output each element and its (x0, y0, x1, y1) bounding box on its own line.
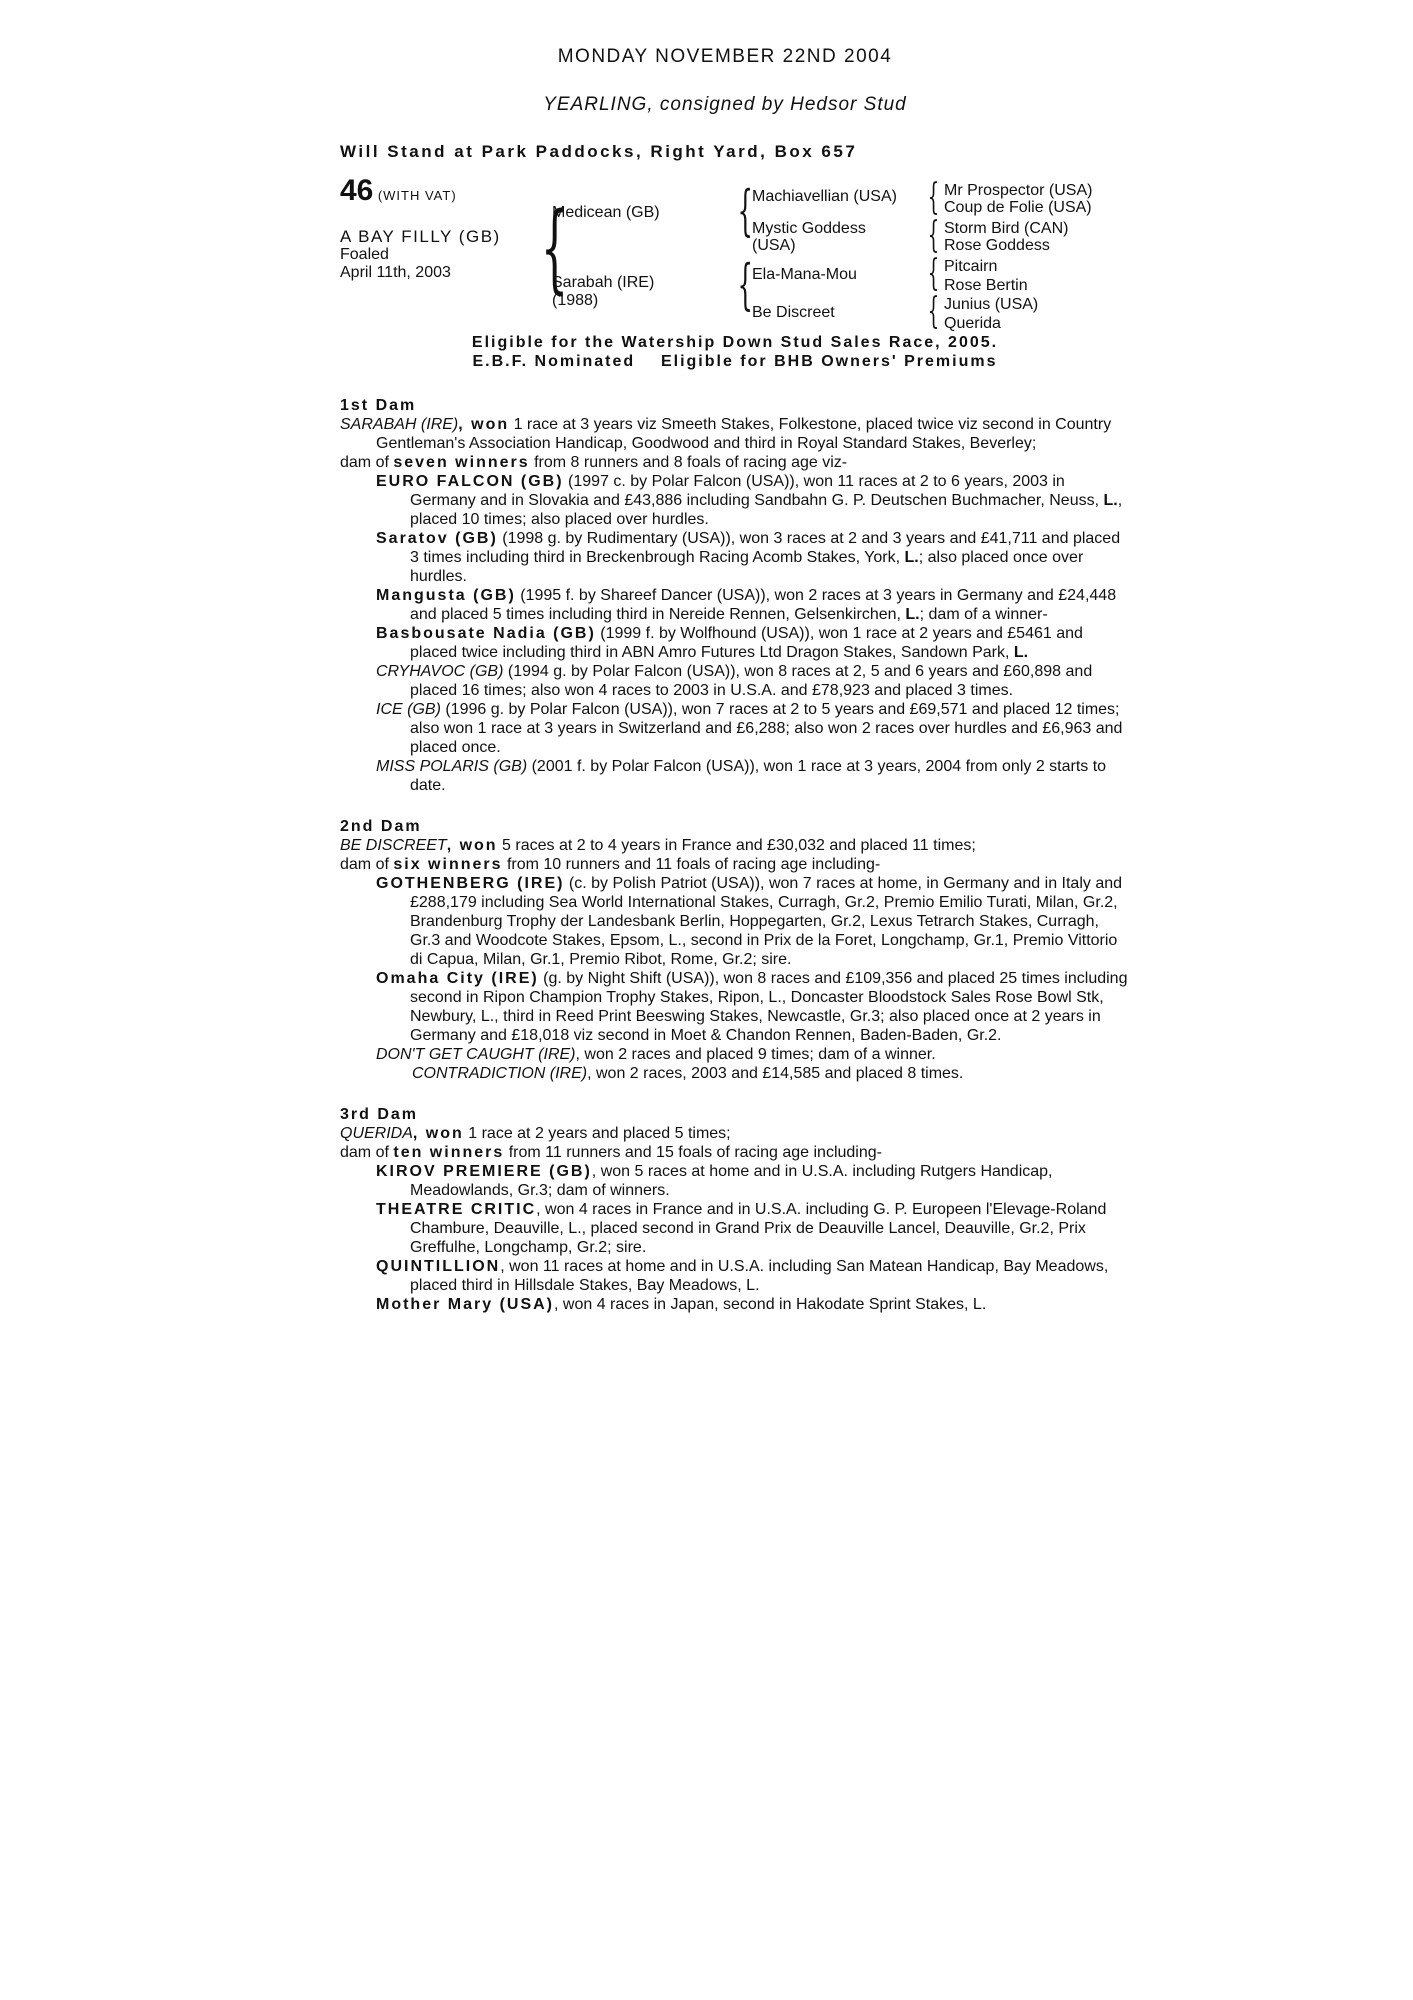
third-dam-heading: 3rd Dam (340, 1106, 419, 1123)
granddam-1: Coup de Folie (USA) (944, 199, 1092, 216)
foaled-label: Foaled (340, 246, 389, 263)
granddam-3: Rose Bertin (944, 277, 1028, 294)
progeny-entry: Basbousate Nadia (GB) (1999 f. by Wolfhound (USA)), won 1 race at 2 years and £5461 and placed twice including third in ABN Amro Futures Ltd Dragon Stakes, Sandown Park, L. (376, 625, 1083, 661)
progeny-entry: THEATRE CRITIC, won 4 races in France and in U.S.A. including G. P. Europeen l'Elevage-Roland Chambure, Deauville, L., placed second in Grand Prix de Deauville Lancel, Deauville, Gr.2, Prix Greffulhe, Longchamp, Gr.2; sire. (376, 1201, 1107, 1256)
eligibility-line-1: Eligible for the Watership Down Stud Sales Race, 2005. (471, 334, 999, 351)
dam-sire: Ela-Mana-Mou (752, 266, 857, 283)
catalogue-page (340, 46, 1130, 1314)
granddam-4: Querida (944, 315, 1001, 332)
progeny-entry: GOTHENBERG (IRE) (c. by Polish Patriot (USA)), won 7 races at home, in Germany and in Italy and £288,179 including Sea World International Stakes, Curragh, Gr.2, Premio Emilio Turati, Milan, Gr.2, Brandenburg Trophy der Landesbank Berlin, Hoppegarten, Gr.2, Lexus Tetrarch Stakes, Curragh, Gr.3 and Woodcote Stakes, Epsom, L., second in Prix de la Foret, Longchamp, Gr.1, Premio Vittorio di Capua, Milan, Gr.1, Premio Ribot, Rome, Gr.2; sire. (376, 875, 1123, 968)
progeny-entry: MISS POLARIS (GB) (2001 f. by Polar Falcon (USA)), won 1 race at 3 years, 2004 from only 2 starts to date. (376, 758, 1107, 794)
brace-g3: { (927, 253, 940, 294)
progeny-entry: CRYHAVOC (GB) (1994 g. by Polar Falcon (USA)), won 8 races at 2, 5 and 6 years and £60,898 and placed 16 times; also won 4 races to 2003 in U.S.A. and £78,923 and placed 3 times. (376, 663, 1093, 699)
progeny-entry: Mangusta (GB) (1995 f. by Shareef Dancer (USA)), won 2 races at 3 years in Germany and £24,448 and placed 5 times including third in Nereide Rennen, Gelsenkirchen, L.; dam of a winner- (376, 587, 1117, 623)
brace-sire-parents: { (737, 179, 753, 242)
second-dam-summary: dam of six winners from 10 runners and 11 foals of racing age including- (340, 856, 881, 873)
third-dam-section (340, 1105, 1130, 1314)
grandsire-1: Mr Prospector (USA) (944, 182, 1093, 199)
grandsire-4: Junius (USA) (944, 296, 1039, 313)
first-dam-heading: 1st Dam (340, 397, 417, 414)
progeny-entry: KIROV PREMIERE (GB), won 5 races at home and in U.S.A. including Rutgers Handicap, Meadowlands, Gr.3; dam of winners. (376, 1163, 1053, 1199)
brace-g1: { (927, 177, 940, 218)
sire-dam-line-1: Mystic Goddess (752, 220, 866, 237)
brace-g4: { (927, 291, 940, 332)
consignment-line: YEARLING, consigned by Hedsor Stud (543, 94, 907, 115)
sale-date: MONDAY NOVEMBER 22ND 2004 (557, 46, 893, 67)
lot-number: 46 (340, 174, 374, 207)
first-dam-section (340, 396, 1130, 795)
box-location: Will Stand at Park Paddocks, Right Yard, Box 657 (340, 142, 858, 161)
second-dam-section (340, 817, 1130, 1083)
grandsire-3: Pitcairn (944, 258, 998, 275)
dam-line-1: Sarabah (IRE) (552, 274, 655, 291)
dam-line-2: (1988) (552, 292, 599, 309)
second-dam-heading: 2nd Dam (340, 818, 422, 835)
first-dam-record: SARABAH (IRE), won 1 race at 3 years viz Smeeth Stakes, Folkestone, placed twice viz second in Country Gentleman's Association Handicap, Goodwood and third in Royal Standard Stakes, Beverley; (340, 416, 1112, 452)
progeny-entry: DON'T GET CAUGHT (IRE), won 2 races and placed 9 times; dam of a winner. (376, 1046, 936, 1063)
sire-sire: Machiavellian (USA) (752, 188, 897, 205)
progeny-entry: Saratov (GB) (1998 g. by Rudimentary (USA)), won 3 races at 2 and 3 years and £41,711 and placed 3 times including third in Breckenbrough Racing Acomb Stakes, York, L.; also placed once over hurdles. (376, 530, 1121, 585)
second-dam-record: BE DISCREET, won 5 races at 2 to 4 years in France and £30,032 and placed 11 times; (340, 837, 976, 854)
progeny-entry: Omaha City (IRE) (g. by Night Shift (USA)), won 8 races and £109,356 and placed 25 times including second in Ripon Champion Trophy Stakes, Ripon, L., Doncaster Bloodstock Sales Rose Bowl Stk, Newbury, L., third in Reed Print Beeswing Stakes, Newcastle, Gr.3; also placed once at 2 years in Germany and £18,018 viz second in Moet & Chandon Rennen, Baden-Baden, Gr.2. (376, 970, 1128, 1044)
brace-sire-dam: { (540, 192, 569, 304)
third-dam-summary: dam of ten winners from 11 runners and 15 foals of racing age including- (340, 1144, 882, 1161)
progeny-entry: CONTRADICTION (IRE), won 2 races, 2003 and £14,585 and placed 8 times. (412, 1065, 964, 1082)
third-dam-record: QUERIDA, won 1 race at 2 years and placed 5 times; (340, 1125, 731, 1142)
progeny-entry: QUINTILLION, won 11 races at home and in U.S.A. including San Matean Handicap, Bay Meadows, placed third in Hillsdale Stakes, Bay Meadows, L. (376, 1258, 1109, 1294)
brace-g2: { (927, 215, 940, 256)
lot-number-block (340, 174, 457, 207)
sire-dam-line-2: (USA) (752, 237, 796, 254)
brace-dam-parents: { (737, 253, 753, 316)
first-dam-summary: dam of seven winners from 8 runners and 8 foals of racing age viz- (340, 454, 848, 471)
grandsire-2: Storm Bird (CAN) (944, 220, 1069, 237)
vat-note: (WITH VAT) (377, 188, 457, 203)
progeny-entry: ICE (GB) (1996 g. by Polar Falcon (USA)), won 7 races at 2 to 5 years and £69,571 and placed 12 times; also won 1 race at 3 years in Switzerland and £6,288; also won 2 races over hurdles and £6,963 and placed once. (376, 701, 1123, 756)
granddam-2: Rose Goddess (944, 237, 1050, 254)
eligibility-line-2: E.B.F. Nominated Eligible for BHB Owners' Premiums (472, 353, 998, 370)
progeny-entry: EURO FALCON (GB) (1997 c. by Polar Falcon (USA)), won 11 races at 2 to 6 years, 2003 in Germany and in Slovakia and £43,886 including Sandbahn G. P. Deutschen Buchmacher, Neuss, L., placed 10 times; also placed over hurdles. (376, 473, 1123, 528)
sire: Medicean (GB) (552, 204, 660, 221)
foaled-date: April 11th, 2003 (340, 264, 451, 281)
progeny-entry: Mother Mary (USA), won 4 races in Japan, second in Hakodate Sprint Stakes, L. (376, 1296, 987, 1313)
lot-description: A BAY FILLY (GB) (340, 227, 501, 246)
pedigree-table (340, 174, 1130, 332)
dam-dam: Be Discreet (752, 304, 835, 321)
